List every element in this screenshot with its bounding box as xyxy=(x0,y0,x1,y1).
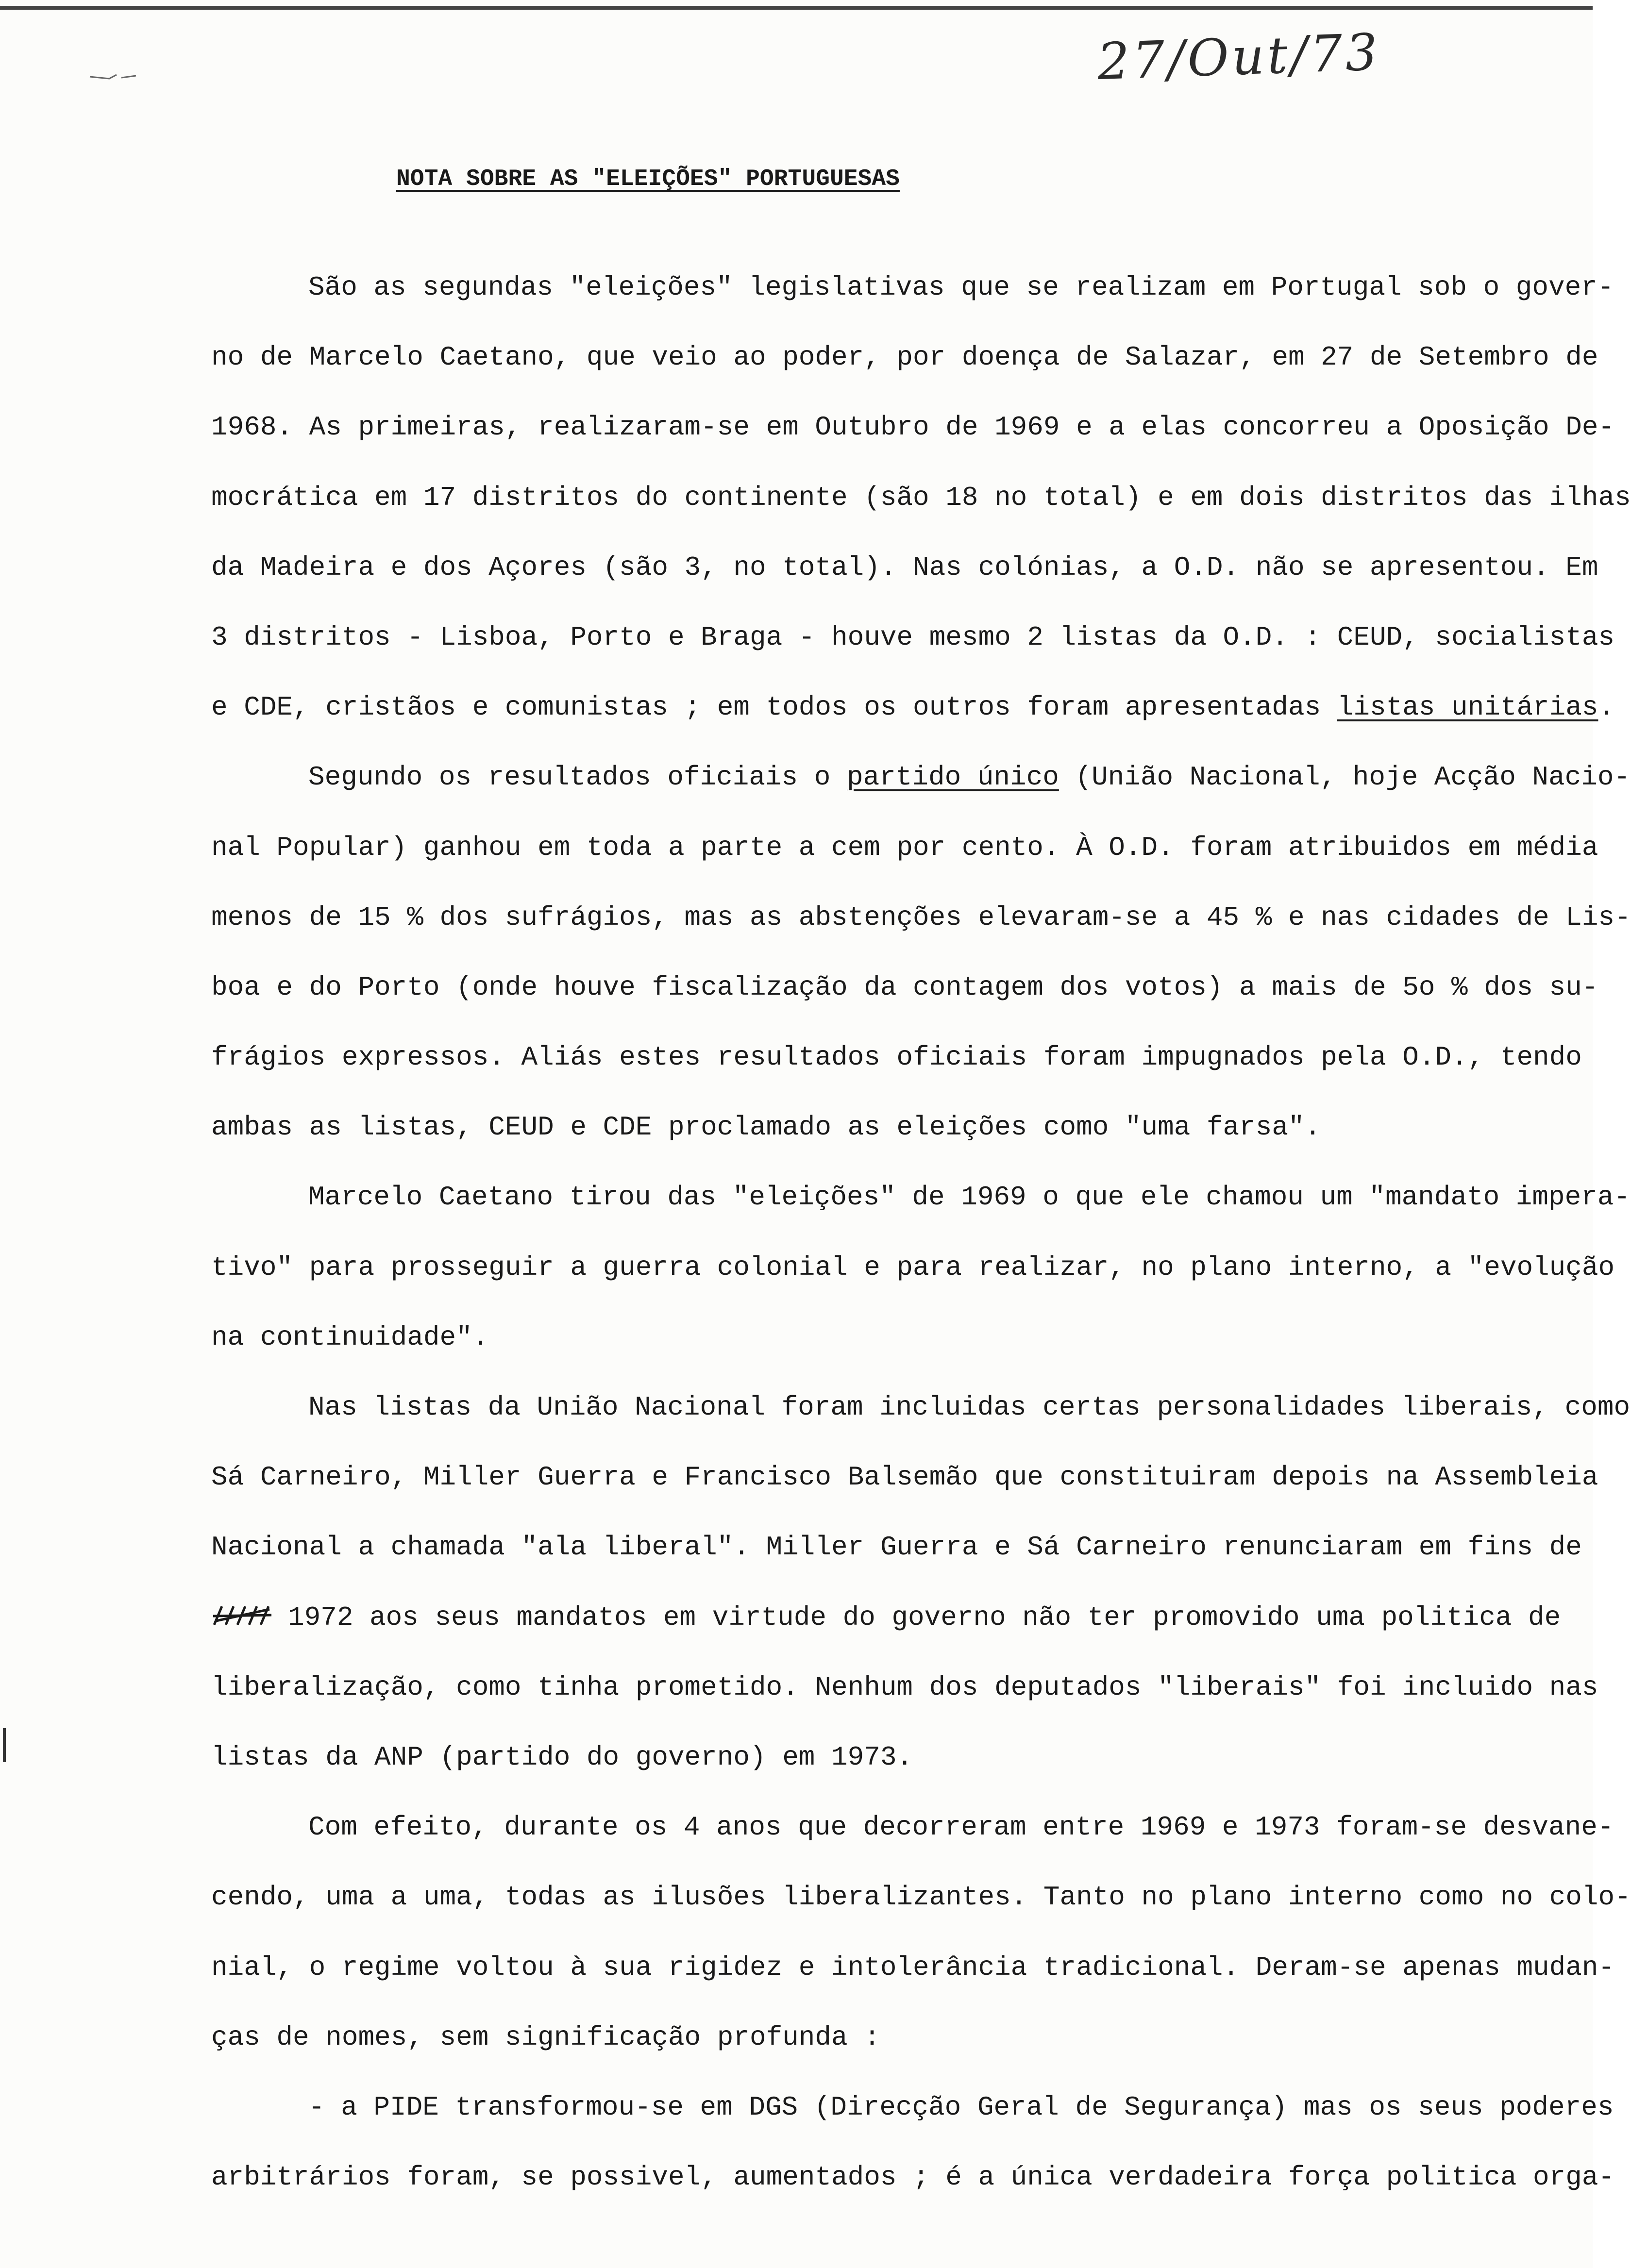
text-line: ambas as listas, CEUD e CDE proclamado as eleições como "uma farsa". xyxy=(211,1112,1321,1143)
stray-pen-mark xyxy=(87,68,146,83)
text-line: boa e do Porto (onde houve fiscalização da contagem dos votos) a mais de 5o % dos su- xyxy=(211,971,1598,1003)
text-line xyxy=(211,672,1615,742)
text-line: no de Marcelo Caetano, que veio ao poder, por doença de Salazar, em 27 de Setembro de xyxy=(211,342,1598,373)
text-segment: 1972 aos seus mandatos em virtude do governo não ter promovido uma politica de xyxy=(288,1601,1561,1633)
text-segment: e CDE, cristãos e comunistas ; em todos os outros foram apresentadas xyxy=(211,692,1337,723)
text-line: - a PIDE transformou-se em DGS (Direcção Geral de Segurança) mas os seus poderes xyxy=(308,2091,1614,2123)
text-line: Marcelo Caetano tirou das "eleições" de 1969 o que ele chamou um "mandato impera- xyxy=(308,1182,1631,1213)
text-line: Nacional a chamada "ala liberal". Miller Guerra e Sá Carneiro renunciaram em fins de xyxy=(211,1532,1582,1563)
text-line: frágios expressos. Aliás estes resultados oficiais foram impugnados pela O.D., tendo xyxy=(211,1042,1582,1073)
text-line xyxy=(211,742,1631,812)
text-line: Com efeito, durante os 4 anos que decorreram entre 1969 e 1973 foram-se desvane- xyxy=(308,1812,1614,1843)
text-line: nial, o regime voltou à sua rigidez e intolerância tradicional. Deram-se apenas mudan- xyxy=(211,1951,1615,1983)
underlined-phrase: listas unitárias xyxy=(1337,692,1598,723)
top-edge-rule xyxy=(0,6,1593,10)
text-line: Nas listas da União Nacional foram incluidas certas personalidades liberais, como xyxy=(308,1392,1631,1423)
text-line: tivo" para prosseguir a guerra colonial e para realizar, no plano interno, a "evolução xyxy=(211,1251,1615,1283)
text-line: listas da ANP (partido do governo) em 1973. xyxy=(211,1741,913,1773)
text-line: arbitrários foram, se possivel, aumentados ; é a única verdadeira força politica orga- xyxy=(211,2162,1615,2193)
text-line: São as segundas "eleições" legislativas que se realizam em Portugal sob o gover- xyxy=(308,272,1614,303)
struck-out-text xyxy=(211,1601,274,1631)
text-line: da Madeira e dos Açores (são 3, no total). Nas colónias, a O.D. não se apresentou. Em xyxy=(211,551,1598,583)
text-line: liberalização, como tinha prometido. Nenhum dos deputados "liberais" foi incluido nas xyxy=(211,1671,1598,1703)
handwritten-date: 27/Out/73 xyxy=(1096,22,1381,92)
text-line: ças de nomes, sem significação profunda : xyxy=(211,2021,880,2053)
text-segment: (União Nacional, hoje Acção Nacio- xyxy=(1059,762,1631,793)
text-line: nal Popular) ganhou em toda a parte a cem por cento. À O.D. foram atribuidos em média xyxy=(211,832,1598,863)
document-title: NOTA SOBRE AS "ELEIÇÕES" PORTUGUESAS xyxy=(396,166,900,192)
text-line: cendo, uma a uma, todas as ilusões liberalizantes. Tanto no plano interno como no colo- xyxy=(211,1882,1631,1913)
text-line: na continuidade". xyxy=(211,1321,489,1353)
text-line: mocrática em 17 distritos do continente (são 18 no total) e em dois distritos das ilhas xyxy=(211,482,1631,513)
text-line: Sá Carneiro, Miller Guerra e Francisco Balsemão que constituiram depois na Assembleia xyxy=(211,1462,1598,1493)
document-body xyxy=(211,252,1631,2212)
text-line xyxy=(211,1583,1561,1652)
underlined-phrase: partido único xyxy=(846,762,1059,793)
text-segment: . xyxy=(1598,692,1615,723)
text-line: 3 distritos - Lisboa, Porto e Braga - houve mesmo 2 listas da O.D. : CEUD, socialistas xyxy=(211,621,1615,653)
text-line: menos de 15 % dos sufrágios, mas as abstenções elevaram-se a 45 % e nas cidades de Lis- xyxy=(211,901,1631,933)
left-edge-mark xyxy=(3,1728,6,1762)
text-segment: Segundo os resultados oficiais o xyxy=(308,762,847,793)
text-line: 1968. As primeiras, realizaram-se em Outubro de 1969 e a elas concorreu a Oposição De- xyxy=(211,412,1615,443)
